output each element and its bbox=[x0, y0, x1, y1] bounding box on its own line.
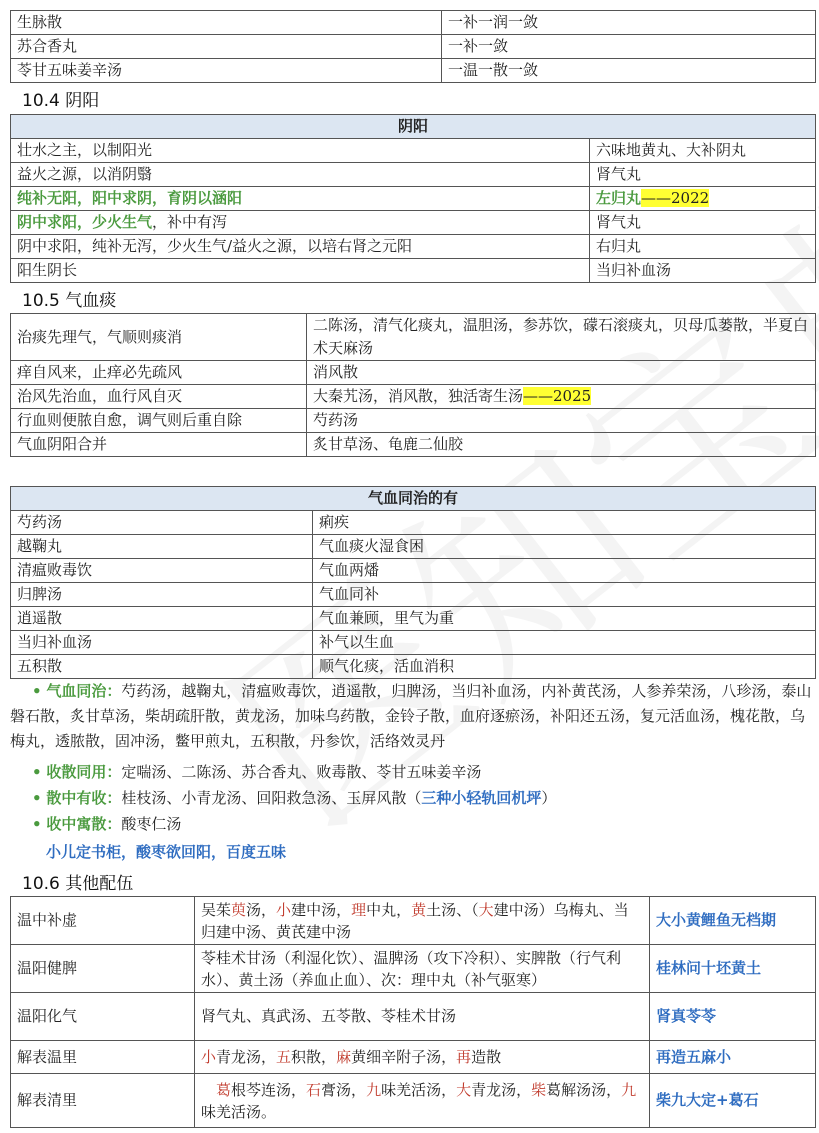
bullet-icon: • bbox=[32, 815, 42, 833]
formula-fragment: 汤， bbox=[246, 900, 277, 919]
table-row bbox=[11, 993, 816, 1041]
cell: 桂林问十坯黄土 bbox=[650, 945, 816, 993]
formula-fragment: 再 bbox=[456, 1047, 472, 1066]
table-row bbox=[11, 1041, 816, 1074]
cell: 苓桂术甘汤（利湿化饮）、温脾汤（攻下冷积）、实脾散（行气利水）、黄土汤（养血止血）、次：理中丸（补气驱寒） bbox=[195, 945, 650, 993]
cell: 六味地黄丸、大补阴丸 bbox=[590, 139, 816, 163]
cell: 芍药汤 bbox=[307, 409, 816, 433]
cell: 阳生阴长 bbox=[11, 259, 590, 283]
cell: 温中补虚 bbox=[11, 897, 195, 945]
cell: 逍遥散 bbox=[11, 607, 313, 631]
cell: 归脾汤 bbox=[11, 583, 313, 607]
cell: 纯补无阳，阳中求阴，育阴以涵阳 bbox=[11, 187, 590, 211]
cell: 肾气丸 bbox=[590, 163, 816, 187]
formula-fragment: 理 bbox=[351, 900, 367, 919]
cell: 壮水之主，以制阳光 bbox=[11, 139, 590, 163]
formula-fragment: 石 bbox=[306, 1080, 322, 1099]
cell: 苏合香丸 bbox=[11, 35, 442, 59]
table-row bbox=[11, 945, 816, 993]
formula-fragment: 膏汤， bbox=[321, 1080, 367, 1099]
formula-fragment: 青龙汤， bbox=[471, 1080, 532, 1099]
formula-fragment: 味羌活汤。 bbox=[201, 1102, 277, 1121]
header-cell: 气血同治的有 bbox=[11, 487, 816, 511]
bullet-paragraph bbox=[32, 786, 812, 811]
year-tag: ——2025 bbox=[523, 387, 592, 405]
formula-fragment: 大 bbox=[456, 1080, 472, 1099]
table-row bbox=[11, 655, 816, 679]
cell: 清瘟败毒饮 bbox=[11, 559, 313, 583]
bullet-label: 收散同用： bbox=[46, 763, 122, 781]
green-text: 阴中求阳，少火生气 bbox=[17, 213, 153, 231]
table-row bbox=[11, 385, 816, 409]
cell: 苓甘五味姜辛汤 bbox=[11, 59, 442, 83]
bullet-text: 定喘汤、二陈汤、苏合香丸、败毒散、苓甘五味姜辛汤 bbox=[121, 763, 482, 781]
table-row bbox=[11, 235, 816, 259]
cell: 右归丸 bbox=[590, 235, 816, 259]
cell: 大小黄鲤鱼无档期 bbox=[650, 897, 816, 945]
cell: 一温一散一敛 bbox=[442, 59, 816, 83]
cell: 肾气丸 bbox=[590, 211, 816, 235]
formula-fragment: 建中汤）乌梅丸、当归建中汤、黄芪建中汤 bbox=[201, 900, 629, 941]
formula-fragment: 积散， bbox=[291, 1047, 337, 1066]
formula-fragment: 中丸， bbox=[366, 900, 412, 919]
cell: 肾气丸、真武汤、五苓散、苓桂术甘汤 bbox=[195, 993, 650, 1041]
mnemonic-text: 三种小轻轨回机坪 bbox=[421, 789, 542, 807]
bullet-text: 桂枝汤、小青龙汤、回阳救急汤、玉屏风散（ bbox=[121, 789, 422, 807]
cell: 治痰先理气，气顺则痰消 bbox=[11, 314, 307, 361]
year-tag: ——2022 bbox=[641, 189, 710, 207]
formula-fragment: 柴 bbox=[531, 1080, 547, 1099]
formula-fragment: 根芩连汤， bbox=[231, 1080, 307, 1099]
cell: 当归补血汤 bbox=[590, 259, 816, 283]
cell: 炙甘草汤、龟鹿二仙胶 bbox=[307, 433, 816, 457]
formula-fragment: 吴茱 bbox=[201, 900, 232, 919]
qixue-table bbox=[10, 313, 816, 457]
bullet-text: ） bbox=[541, 789, 557, 807]
mnemonic-line: 小儿定书柜，酸枣欲回阳，百度五味 bbox=[46, 843, 287, 861]
section-title-qixue: 10.5 气血痰 bbox=[22, 291, 117, 311]
bullet-icon: • bbox=[32, 682, 42, 700]
cell: 一补一敛 bbox=[442, 35, 816, 59]
formula-fragment: 黄 bbox=[411, 900, 427, 919]
bullet-text: 芍药汤，越鞠丸，清瘟败毒饮，逍遥散，归脾汤，当归补血汤，内补黄芪汤，人参养荣汤，八珍汤，泰山磐石散，炙甘草汤，柴胡疏肝散，黄龙汤，加味乌药散，金铃子散，血府逐瘀汤，补阳还五汤，复元活血汤，槐花散，乌梅丸，透脓散，固冲汤，鳖甲煎丸，五积散，丹参饮，活络效灵丹 bbox=[10, 682, 812, 750]
table-header bbox=[11, 115, 816, 139]
cell: 柴九大定+葛石 bbox=[650, 1074, 816, 1128]
cell: 二陈汤，清气化痰丸，温胆汤，参苏饮，礞石滚痰丸，贝母瓜蒌散，半夏白术天麻汤 bbox=[307, 314, 816, 361]
formula-fragment: 九 bbox=[366, 1080, 382, 1099]
table-row bbox=[11, 535, 816, 559]
formula-fragment: 葛解汤汤， bbox=[546, 1080, 622, 1099]
cell: 解表温里 bbox=[11, 1041, 195, 1074]
cell: 一补一润一敛 bbox=[442, 11, 816, 35]
cell: 温阳化气 bbox=[11, 993, 195, 1041]
cell: 温阳健脾 bbox=[11, 945, 195, 993]
table-row bbox=[11, 35, 816, 59]
table-row bbox=[11, 259, 816, 283]
bullet-paragraph bbox=[32, 812, 812, 837]
cell: 补气以生血 bbox=[313, 631, 816, 655]
table-row bbox=[11, 583, 816, 607]
table-row bbox=[11, 163, 816, 187]
cell: 再造五麻小 bbox=[650, 1041, 816, 1074]
cell: 治风先治血，血行风自灭 bbox=[11, 385, 307, 409]
table-row bbox=[11, 511, 816, 535]
cell: 生脉散 bbox=[11, 11, 442, 35]
formula-fragment: 九 bbox=[621, 1080, 637, 1099]
cell: 益火之源，以消阴翳 bbox=[11, 163, 590, 187]
formula-fragment: 土汤、（ bbox=[426, 900, 479, 919]
bullet-label: 气血同治： bbox=[46, 682, 122, 700]
cell bbox=[195, 1041, 650, 1074]
cell: 肾真苓苓 bbox=[650, 993, 816, 1041]
formula-fragment: 味羌活汤， bbox=[381, 1080, 457, 1099]
cell: 气血两燔 bbox=[313, 559, 816, 583]
formula-fragment: 萸 bbox=[231, 900, 247, 919]
text: ，补中有泻 bbox=[152, 213, 228, 231]
cell bbox=[195, 897, 650, 945]
other-table bbox=[10, 896, 816, 1128]
table-row bbox=[11, 607, 816, 631]
cell bbox=[195, 1074, 650, 1128]
cell: 气血阴阳合并 bbox=[11, 433, 307, 457]
cell: 气血同补 bbox=[313, 583, 816, 607]
table-row bbox=[11, 631, 816, 655]
formula-fragment: 小 bbox=[201, 1047, 217, 1066]
bullet-text: 酸枣仁汤 bbox=[121, 815, 182, 833]
table-row bbox=[11, 211, 816, 235]
cell bbox=[307, 385, 816, 409]
yinyang-table bbox=[10, 114, 816, 283]
formula-fragment: 建中汤， bbox=[291, 900, 352, 919]
table-row bbox=[11, 187, 816, 211]
table-row bbox=[11, 361, 816, 385]
cell: 当归补血汤 bbox=[11, 631, 313, 655]
bullet-label: 收中寓散： bbox=[46, 815, 122, 833]
formula-fragment: 大 bbox=[478, 900, 494, 919]
section-title-other: 10.6 其他配伍 bbox=[22, 874, 134, 894]
formula-fragment: 造散 bbox=[471, 1047, 502, 1066]
cell bbox=[11, 211, 590, 235]
formula-fragment: 黄细辛附子汤， bbox=[351, 1047, 457, 1066]
formula-fragment: 小 bbox=[276, 900, 292, 919]
cell: 气血兼顾，里气为重 bbox=[313, 607, 816, 631]
table-header bbox=[11, 487, 816, 511]
cell: 顺气化痰，活血消积 bbox=[313, 655, 816, 679]
section-title-yinyang: 10.4 阴阳 bbox=[22, 91, 100, 111]
table-row bbox=[11, 139, 816, 163]
table-row bbox=[11, 409, 816, 433]
tongzhi-table bbox=[10, 486, 816, 679]
top-table bbox=[10, 10, 816, 83]
bullet-paragraph bbox=[10, 679, 812, 754]
cell: 芍药汤 bbox=[11, 511, 313, 535]
formula-fragment: 五 bbox=[276, 1047, 292, 1066]
cell: 阴中求阳，纯补无泻，少火生气/益火之源，以培右肾之元阳 bbox=[11, 235, 590, 259]
formula-fragment: 麻 bbox=[336, 1047, 352, 1066]
cell: 解表清里 bbox=[11, 1074, 195, 1128]
formula-name: 左归丸 bbox=[596, 189, 642, 207]
table-row bbox=[11, 559, 816, 583]
bullet-paragraph bbox=[32, 760, 812, 785]
cell: 行血则便脓自愈，调气则后重自除 bbox=[11, 409, 307, 433]
bullet-label: 散中有收： bbox=[46, 789, 122, 807]
table-row bbox=[11, 59, 816, 83]
cell: 痢疾 bbox=[313, 511, 816, 535]
table-row bbox=[11, 897, 816, 945]
cell: 气血痰火湿食困 bbox=[313, 535, 816, 559]
text: 大秦艽汤，消风散，独活寄生汤 bbox=[313, 387, 524, 405]
cell: 越鞠丸 bbox=[11, 535, 313, 559]
cell: 五积散 bbox=[11, 655, 313, 679]
cell: 消风散 bbox=[307, 361, 816, 385]
formula-fragment: 葛 bbox=[216, 1080, 232, 1099]
header-cell: 阴阳 bbox=[11, 115, 816, 139]
table-row bbox=[11, 11, 816, 35]
bullet-icon: • bbox=[32, 789, 42, 807]
table-row bbox=[11, 1074, 816, 1128]
formula-fragment: 青龙汤， bbox=[216, 1047, 277, 1066]
cell: 痒自风来，止痒必先疏风 bbox=[11, 361, 307, 385]
bullet-icon: • bbox=[32, 763, 42, 781]
table-row bbox=[11, 314, 816, 361]
cell bbox=[590, 187, 816, 211]
table-row bbox=[11, 433, 816, 457]
